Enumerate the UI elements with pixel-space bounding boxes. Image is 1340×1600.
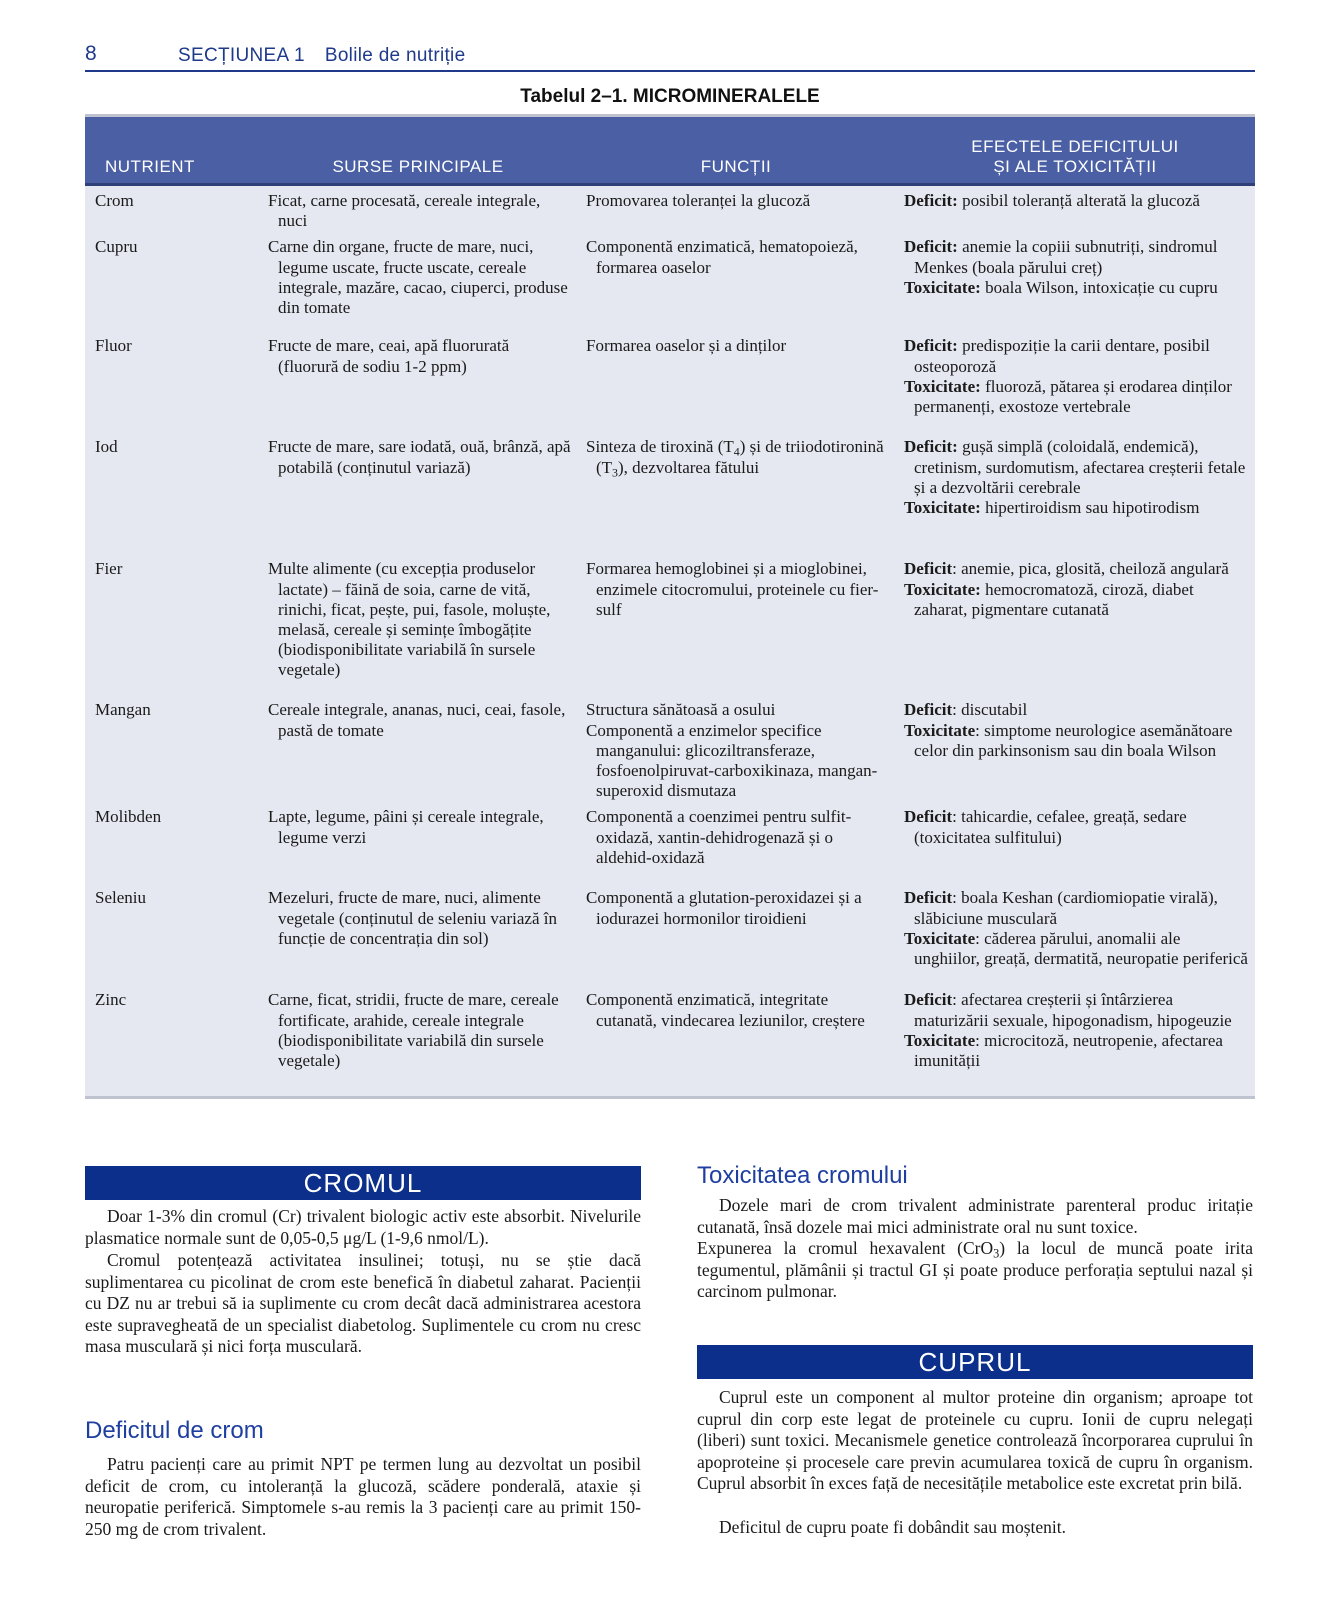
functions-cell: Componentă a coenzimei pentru sulfit-oxidază, xantin-dehidrogenază și o aldehid-oxidază (586, 807, 852, 867)
functions-cell: Componentă a glutation-peroxidazei și a iodurazei hormonilor tiroidieni (586, 888, 862, 928)
functions-cell: Formarea oaselor și a dinților (586, 336, 787, 356)
nutrient-name: Fluor (95, 336, 132, 356)
col-header-nutrient: NUTRIENT (85, 117, 259, 185)
effects-cell: Deficit: afectarea creșterii și întârzierea maturizării sexuale, hipogonadism, hipogeuzie Toxicitate: microcitoză, neutropenie, afectarea imunității (904, 990, 1232, 1071)
sources-cell: Lapte, legume, pâini și cereale integrale, legume verzi (268, 807, 544, 847)
col-header-sources: SURSE PRINCIPALE (259, 117, 577, 185)
page-number: 8 (85, 42, 97, 65)
table-row (85, 432, 1255, 554)
paragraph: Doar 1-3% din cromul (Cr) trivalent biologic activ este absorbit. Nivelurile plasmatice normale sunt de 0,05-0,5 μg/L (1-9,6 nmol/L). (85, 1206, 641, 1248)
functions-cell: Componentă enzimatică, hematopoieză, formarea oaselor (586, 237, 858, 277)
sources-cell: Ficat, carne procesată, cereale integrale, nuci (268, 191, 541, 231)
table-row (85, 883, 1255, 985)
paragraph: Deficitul de cupru poate fi dobândit sau moștenit. (719, 1517, 1066, 1537)
effects-cell: Deficit: anemie la copiii subnutriți, sindromul Menkes (boala părului creț) Toxicitate: boala Wilson, intoxicație cu cupru (904, 237, 1218, 297)
sources-cell: Cereale integrale, ananas, nuci, ceai, fasole, pastă de tomate (268, 700, 566, 740)
functions-cell: Formarea hemoglobinei și a mioglobinei, enzimele citocromului, proteinele cu fier-sulf (586, 559, 879, 619)
sources-cell: Fructe de mare, ceai, apă fluorurată (fluorură de sodiu 1-2 ppm) (268, 336, 510, 376)
nutrient-name: Cupru (95, 237, 138, 257)
section-label: SECȚIUNEA 1 Bolile de nutriție (178, 45, 466, 66)
effects-cell: Deficit: boala Keshan (cardiomiopatie virală), slăbiciune musculară Toxicitate: căderea părului, anomalii ale unghiilor, greață, dermatită, neuropatie periferică (904, 888, 1248, 969)
functions-cell: Structura sănătoasă a osului Componentă a enzimelor specifice manganului: glicoziltransferaze, fosfoenolpiruvat-carboxikinaza, mangan-superoxid dismutaza (586, 700, 878, 801)
sources-cell: Mezeluri, fructe de mare, nuci, alimente vegetale (conținutul de seleniu variază în funcție de concentrația din sol) (268, 888, 557, 948)
effects-cell: Deficit: posibil toleranță alterată la glucoză (904, 191, 1200, 210)
table-row (85, 695, 1255, 802)
functions-cell: Componentă enzimatică, integritate cutanată, vindecarea leziunilor, creștere (586, 990, 865, 1030)
micronutrient-table (85, 114, 1255, 1099)
sources-cell: Fructe de mare, sare iodată, ouă, brânză, apă potabilă (conținutul variază) (268, 437, 571, 477)
section-banner-cuprul: CUPRUL (697, 1345, 1253, 1379)
effects-cell: Deficit: tahicardie, cefalee, greață, sedare (toxicitatea sulfitului) (904, 807, 1187, 847)
paragraph: Dozele mari de crom trivalent administrate parenteral produc iritație cutanată, însă dozele mai mici administrate oral nu sunt toxice. (697, 1195, 1253, 1237)
table-row (85, 185, 1255, 233)
effects-cell: Deficit: predispoziție la carii dentare, posibil osteoporoză Toxicitate: fluoroză, pătarea și erodarea dinților permanenți, exostoze vertebrale (904, 336, 1232, 417)
section-title: Bolile de nutriție (324, 45, 466, 66)
nutrient-name: Crom (95, 191, 134, 210)
subheading-deficit: Deficitul de crom (85, 1417, 264, 1444)
sources-cell: Carne din organe, fructe de mare, nuci, legume uscate, fructe uscate, cereale integrale, mazăre, cacao, ciuperci, produse din tomate (268, 237, 568, 318)
functions-cell: Sinteza de tiroxină $(T_4)$ și de triiodotironină $(T_3)$, dezvoltarea fătului (586, 437, 884, 480)
nutrient-name: Iod (95, 437, 118, 457)
sources-cell: Carne, ficat, stridii, fructe de mare, cereale fortificate, arahide, cereale integrale (biodisponibilitate variabilă din sursele vegetale) (268, 990, 559, 1071)
table-header-row (85, 117, 1255, 185)
nutrient-name: Zinc (95, 990, 127, 1010)
subheading-toxicitate: Toxicitatea cromului (697, 1162, 908, 1189)
table-row (85, 554, 1255, 695)
effects-cell: Deficit: discutabil Toxicitate: simptome neurologice asemănătoare celor din parkinsonism sau din boala Wilson (904, 700, 1233, 760)
nutrient-name: Molibden (95, 807, 162, 827)
paragraph: Cromul potențează activitatea insulinei; totuși, nu se știe dacă suplimentarea cu picolinat de crom este benefică în diabetul zaharat. Pacienții cu DZ nu ar trebui să ia suplimente cu crom decât dacă administrarea acestora este supravegheată de un specialist diabetolog. Suplimentele cu crom nu cresc masa musculară și nici forța musculară. (85, 1250, 641, 1356)
table-row (85, 232, 1255, 331)
table-title: Tabelul 2–1. MICROMINERALELE (520, 86, 820, 107)
table-row (85, 985, 1255, 1072)
nutrient-name: Mangan (95, 700, 151, 720)
effects-cell: Deficit: gușă simplă (coloidală, endemică), cretinism, surdomutism, afectarea creșterii fetale și a dezvoltării cerebrale Toxicitate: hipertiroidism sau hipotirodism (904, 437, 1246, 518)
effects-cell: Deficit: anemie, pica, glosită, cheiloză angulară Toxicitate: hemocromatoză, ciroză, diabet zaharat, pigmentare cutanată (904, 559, 1229, 619)
section-banner-cromul: CROMUL (85, 1166, 641, 1200)
paragraph: Expunerea la cromul hexavalent (CrO$_3$) la locul de muncă poate irita tegumentul, plămânii și tractul GI și poate produce perforația septului nazal și carcinom pulmonar. (697, 1238, 1253, 1301)
nutrient-name: Seleniu (95, 888, 146, 908)
table-row (85, 802, 1255, 883)
table-row (85, 331, 1255, 432)
col-header-functions: FUNCȚII (577, 117, 895, 185)
paragraph: Cuprul este un component al multor proteine din organism; aproape tot cuprul din corp este legat de proteinele cu cupru. Ionii de cupru nelegați (liberi) sunt toxici. Mecanismele genetice controlează încorporarea cuprului în apoproteine și procesele care previn acumularea toxică de cupru în organism. Cuprul absorbit în exces față de necesitățile metabolice este excretat prin bilă. (697, 1387, 1253, 1493)
running-header (85, 40, 1255, 72)
paragraph: Patru pacienți care au primit NPT pe termen lung au dezvoltat un posibil deficit de crom, cu intoleranță la glucoză, scădere ponderală, ataxie și neuropatie periferică. Simptomele s-au remis la 3 pacienți care au primit 150-250 mg de crom trivalent. (85, 1454, 641, 1539)
nutrient-name: Fier (95, 559, 123, 579)
col-header-effects: EFECTELE DEFICITULUI ȘI ALE TOXICITĂȚII (895, 117, 1255, 185)
functions-cell: Promovarea toleranței la glucoză (586, 191, 811, 210)
sources-cell: Multe alimente (cu excepția produselor lactate) – făină de soia, carne de vită, rinichi, ficat, pește, pui, fasole, moluște, melasă, cereale și semințe îmbogățite (biodisponibilitate variabilă în sursele vegetale) (268, 559, 551, 680)
